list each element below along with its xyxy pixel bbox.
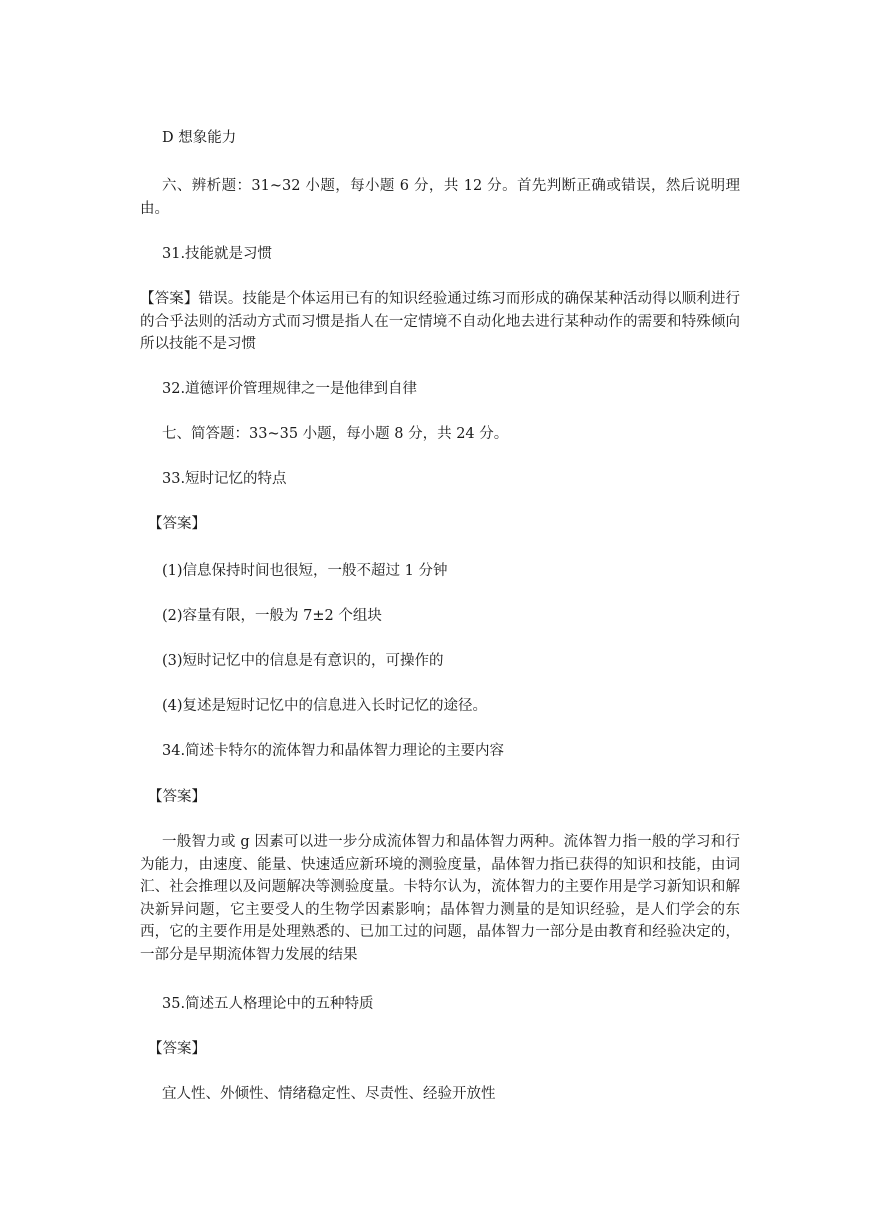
answer-33-item-3: (3)短时记忆中的信息是有意识的，可操作的: [162, 653, 444, 669]
question-34: 34.简述卡特尔的流体智力和晶体智力理论的主要内容: [162, 743, 505, 759]
answer-34: 一般智力或 g 因素可以进一步分成流体智力和晶体智力两种。流体智力指一般的学习和行为能力，由速度、能量、快速适应新环境的测验度量，晶体智力指已获得的知识和技能，由词汇、社会推理以及问题解决等测验度量。卡特尔认为，流体智力的主要作用是学习新知识和解决新异问题，它主要受人的生物学因素影响；晶体智力测量的是知识经验，是人们学会的东西，它的主要作用是处理熟悉的、已加工过的问题，晶体智力一部分是由教育和经验决定的，一部分是早期流体智力发展的结果: [140, 834, 740, 963]
section-seven-heading: 七、简答题：33~35 小题，每小题 8 分，共 24 分。: [162, 426, 509, 442]
question-35: 35.简述五人格理论中的五种特质: [162, 996, 374, 1012]
question-31: 31.技能就是习惯: [162, 246, 273, 262]
question-33: 33.短时记忆的特点: [162, 471, 287, 487]
answer-label-34: 【答案】: [148, 789, 206, 805]
answer-33-item-1: (1)信息保持时间也很短，一般不超过 1 分钟: [162, 563, 448, 579]
answer-33-item-2: (2)容量有限，一般为 7±2 个组块: [162, 608, 382, 624]
section-six-heading: 六、辨析题：31~32 小题，每小题 6 分，共 12 分。首先判断正确或错误，然后说明理由。: [140, 178, 740, 217]
answer-31: 【答案】错误。技能是个体运用已有的知识经验通过练习而形成的确保某种活动得以顺利进行的合乎法则的活动方式而习惯是指人在一定情境不自动化地去进行某种动作的需要和特殊倾向所以技能不是习惯: [140, 291, 740, 352]
option-d: D 想象能力: [162, 130, 237, 146]
answer-33-item-4: (4)复述是短时记忆中的信息进入长时记忆的途径。: [162, 698, 488, 714]
answer-label-35: 【答案】: [148, 1041, 206, 1057]
answer-35: 宜人性、外倾性、情绪稳定性、尽责性、经验开放性: [162, 1086, 496, 1102]
question-32: 32.道德评价管理规律之一是他律到自律: [162, 381, 418, 397]
answer-label-33: 【答案】: [148, 516, 206, 532]
